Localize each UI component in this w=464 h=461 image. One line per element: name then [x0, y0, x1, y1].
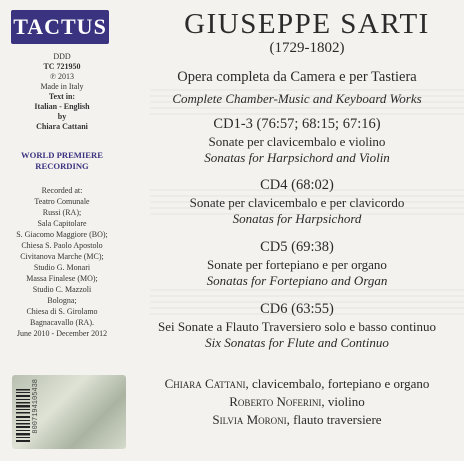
work-title-english: Complete Chamber-Music and Keyboard Works — [172, 91, 422, 106]
venue-line: Bologna; — [47, 296, 77, 305]
performer-line — [130, 376, 464, 392]
performer-role: , violino — [321, 394, 365, 409]
cd-title-italian: Sonate per clavicembalo e per clavicordo — [189, 195, 405, 210]
venue-line: Sala Capitolare — [37, 219, 87, 228]
world-premiere-line1: WORLD PREMIERE — [21, 150, 103, 160]
cd-title-english: Sonatas for Harpsichord and Violin — [204, 150, 390, 165]
cd-title-english: Six Sonatas for Flute and Continuo — [205, 335, 389, 350]
venue-line: Recorded at: — [41, 186, 83, 195]
venue-line: Civitanova Marche (MC); — [20, 252, 104, 261]
recording-dates: June 2010 - December 2012 — [16, 329, 108, 338]
venue-line: Bagnacavallo (RA). — [30, 318, 94, 327]
performer-role: , flauto traversiere — [286, 412, 382, 427]
world-premiere-line2: RECORDING — [35, 161, 89, 171]
performer-name: Silvia Moroni — [212, 412, 287, 427]
cd-title-italian: Sei Sonate a Flauto Traversiero solo e basso continuo — [157, 319, 437, 334]
tactus-logo: TACTUS — [11, 10, 109, 44]
venue-line: Chiesa di S. Girolamo — [26, 307, 98, 316]
barcode-number: 8007194105438 — [32, 379, 40, 434]
venue-line: Studio G. Monari — [33, 263, 91, 272]
venue-line: Russi (RA); — [42, 208, 82, 217]
cd-label: CD1-3 (76:57; 68:15; 67:16) — [213, 116, 381, 132]
performer-line — [130, 412, 464, 428]
copyright-year: ℗ 2013 — [49, 72, 75, 81]
languages: Italian - English — [34, 102, 90, 111]
cd-label: CD6 (63:55) — [260, 301, 334, 317]
barcode-sticker — [12, 375, 126, 449]
performer-line — [130, 394, 464, 410]
cd-label: CD4 (68:02) — [260, 177, 334, 193]
by-label: by — [57, 112, 67, 121]
world-premiere — [0, 150, 124, 172]
venue-line: Teatro Comunale — [34, 197, 90, 206]
made-in: Made in Italy — [40, 82, 84, 91]
label-info — [0, 52, 124, 132]
venue-line: Chiesa S. Paolo Apostolo — [21, 241, 103, 250]
text-in-label: Text in: — [48, 92, 76, 101]
recording-venues — [0, 185, 124, 339]
venue-line: S. Giacomo Maggiore (BO); — [16, 230, 108, 239]
venue-line: Massa Finalese (MO); — [26, 274, 98, 283]
composer-name: GIUSEPPE SARTI — [184, 8, 430, 40]
barcode-icon — [16, 389, 30, 443]
venue-line: Studio C. Mazzoli — [32, 285, 92, 294]
cd-title-italian: Sonate per clavicembalo e violino — [208, 134, 386, 149]
performer-role: , clavicembalo, fortepiano e organo — [245, 376, 430, 391]
work-title-italian: Opera completa da Camera e per Tastiera — [177, 69, 417, 85]
cd-title-english: Sonatas for Harpsichord — [232, 211, 362, 226]
ddd-code: DDD — [53, 52, 71, 61]
performer-name: Roberto Noferini — [229, 394, 322, 409]
cd-title-italian: Sonate per fortepiano e per organo — [207, 257, 387, 272]
cd-label: CD5 (69:38) — [260, 239, 334, 255]
performer-name: Chiara Cattani — [164, 376, 246, 391]
cd-title-english: Sonatas for Fortepiano and Organ — [206, 273, 388, 288]
catalog-number: TC 721950 — [43, 62, 81, 71]
text-author: Chiara Cattani — [36, 122, 88, 131]
composer-dates: (1729-1802) — [269, 40, 345, 56]
